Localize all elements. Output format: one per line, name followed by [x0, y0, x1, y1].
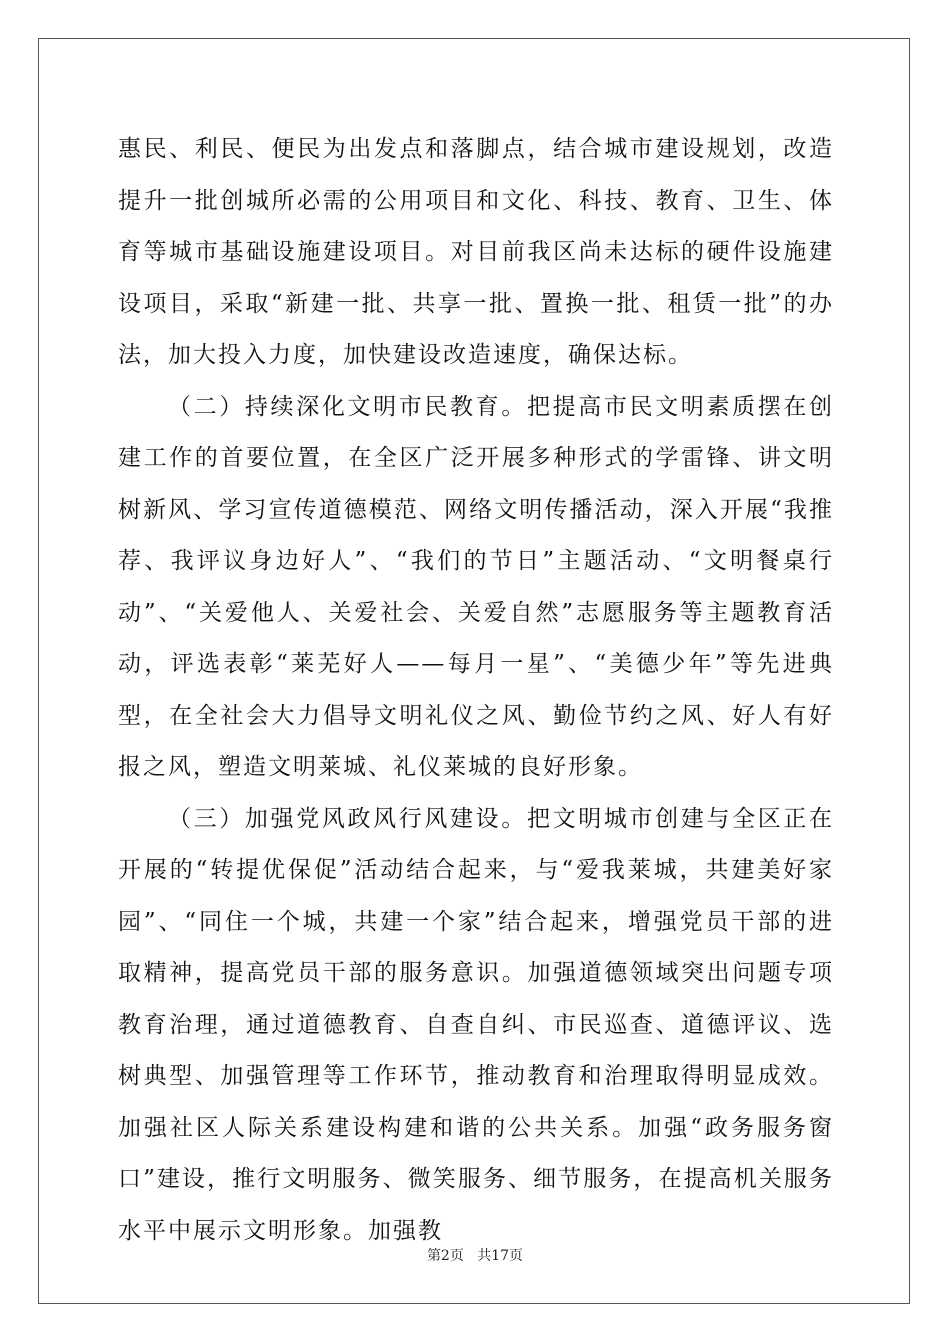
paragraph-section-3: （三）加强党风政风行风建设。把文明城市创建与全区正在开展的“转提优保促”活动结合起来，与“爱我莱城，共建美好家园”、“同住一个城，共建一个家”结合起来，增强党员干部的进取精神，提高党员干部的服务意识。加强道德领域突出问题专项教育治理，通过道德教育、自查自纠、市民巡查、道德评议、选树典型、加强管理等工作环节，推动教育和治理取得明显成效。加强社区人际关系建设构建和谐的公共关系。加强“政务服务窗口”建设，推行文明服务、微笑服务、细节服务，在提高机关服务水平中展示文明形象。加强教 — [118, 805, 834, 1244]
page-total: 共17页 — [477, 1248, 524, 1264]
page-footer — [0, 1245, 950, 1265]
paragraph-continuation: 惠民、利民、便民为出发点和落脚点，结合城市建设规划，改造提升一批创城所必需的公用项目和文化、科技、教育、卫生、体育等城市基础设施建设项目。对目前我区尚未达标的硬件设施建设项目，采取“新建一批、共享一批、置换一批、租赁一批”的办法，加大投入力度，加快建设改造速度，确保达标。 — [118, 136, 834, 368]
page-number: 第2页 — [426, 1248, 464, 1264]
document-body — [118, 124, 834, 1257]
paragraph-section-2: （二）持续深化文明市民教育。把提高市民文明素质摆在创建工作的首要位置，在全区广泛开展多种形式的学雷锋、讲文明树新风、学习宣传道德模范、网络文明传播活动，深入开展“我推荐、我评议身边好人”、“我们的节日”主题活动、“文明餐桌行动”、“关爱他人、关爱社会、关爱自然”志愿服务等主题教育活动，评选表彰“莱芜好人——每月一星”、“美德少年”等先进典型，在全社会大力倡导文明礼仪之风、勤俭节约之风、好人有好报之风，塑造文明莱城、礼仪莱城的良好形象。 — [118, 393, 834, 780]
